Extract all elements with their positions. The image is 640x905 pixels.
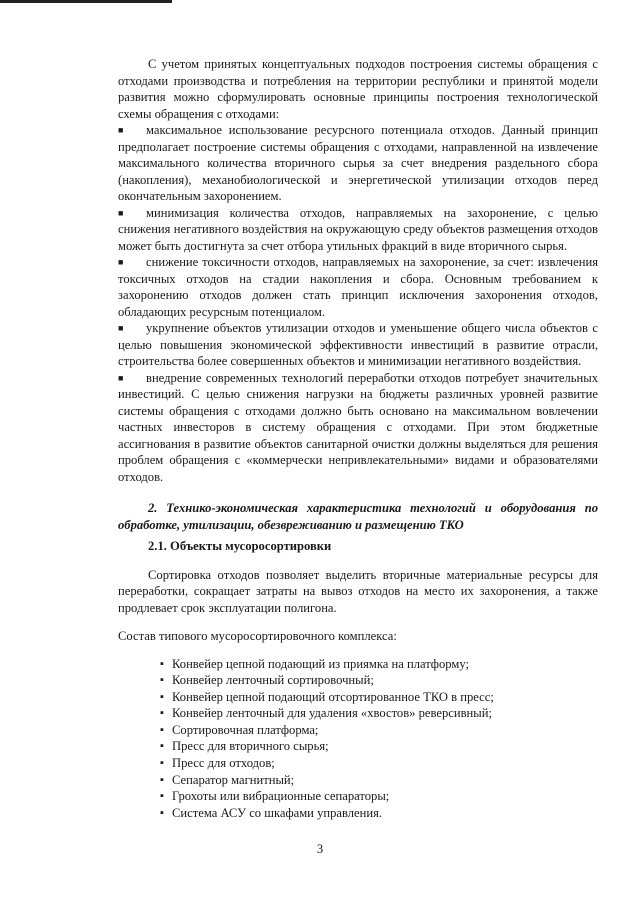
principle-item: ■ снижение токсичности отходов, направляемых на захоронение, за счет: извлечения токсичных отходов на стадии накопления и сбора. Основным требованием к захоронению отходов должен стать принцип исключения захоронения отходов, обладающих ресурсным потенциалом. (118, 255, 598, 319)
list-item: ▪ Грохоты или вибрационные сепараторы; (160, 788, 598, 805)
intro-paragraph: С учетом принятых концептуальных подходов построения системы обращения с отходами производства и потребления на территории республики и принятой модели развития можно сформулировать основные принципы построения технологической схемы обращения с отходами: (118, 57, 598, 121)
principle-item: ■ максимальное использование ресурсного потенциала отходов. Данный принцип предполагает построение системы обращения с отходами, направленной на извлечение максимального количества вторичного сырья за счет внедрения раздельного сбора (накопления), механобиологической и энергетической утилизации отходов перед окончательным захоронением. (118, 123, 598, 203)
list-item: ▪ Конвейер ленточный для удаления «хвостов» реверсивный; (160, 705, 598, 722)
subsection-heading: 2.1. Объекты мусоросортировки (148, 539, 332, 553)
list-item: ▪ Конвейер цепной подающий отсортированное ТКО в пресс; (160, 689, 598, 706)
bullet-icon: ■ (118, 257, 124, 267)
document-page (118, 56, 598, 821)
list-item: ▪ Конвейер ленточный сортировочный; (160, 672, 598, 689)
section-heading: 2. Технико-экономическая характеристика технологий и оборудования по обработке, утилизации, обезвреживанию и размещению ТКО (118, 501, 598, 532)
scan-artifact-bar (0, 0, 172, 3)
page-number: 3 (316, 842, 324, 856)
list-item: ▪ Конвейер цепной подающий из приямка на платформу; (160, 656, 598, 673)
bullet-icon: ■ (118, 207, 124, 218)
bullet-icon: ■ (118, 372, 124, 383)
bullet-icon: ■ (118, 323, 124, 333)
complex-list (118, 656, 598, 822)
principles-list (118, 122, 598, 485)
principle-item: ■ укрупнение объектов утилизации отходов и уменьшение общего числа объектов с целью повышения экономической эффективности инвестиций в развитие отрасли, строительства более совершенных объектов и минимизации негативного воздействия. (118, 321, 598, 368)
principle-item: ■ минимизация количества отходов, направляемых на захоронение, с целью снижения негативного воздействия на окружающую среду объектов размещения отходов может быть достигнута за счет отбора утильных фракций в виде вторичного сырья. (118, 205, 598, 253)
list-item: ▪ Система АСУ со шкафами управления. (160, 805, 598, 822)
bullet-icon: ■ (118, 125, 124, 135)
sorting-paragraph: Сортировка отходов позволяет выделить вторичные материальные ресурсы для переработки, сокращает затраты на вывоз отходов на место их захоронения, а также продлевает срок эксплуатации полигона. (118, 567, 598, 615)
list-item: ▪ Сепаратор магнитный; (160, 772, 598, 789)
principle-item: ■ внедрение современных технологий переработки отходов потребует значительных инвестиций. С целью снижения нагрузки на бюджеты различных уровней развитие системы обращения с отходами должно быть основано на максимальном вовлечении частных инвесторов в систему обращения с отходами. При этом бюджетные ассигнования в развитие объектов санитарной очистки должны выделяться для решения проблем обращения с «коммерчески непривлекательными» видами и образователями отходов. (118, 370, 598, 484)
list-item: ▪ Сортировочная платформа; (160, 722, 598, 739)
list-item: ▪ Пресс для отходов; (160, 755, 598, 772)
list-item: ▪ Пресс для вторичного сырья; (160, 738, 598, 755)
complex-intro: Состав типового мусоросортировочного комплекса: (118, 629, 397, 643)
